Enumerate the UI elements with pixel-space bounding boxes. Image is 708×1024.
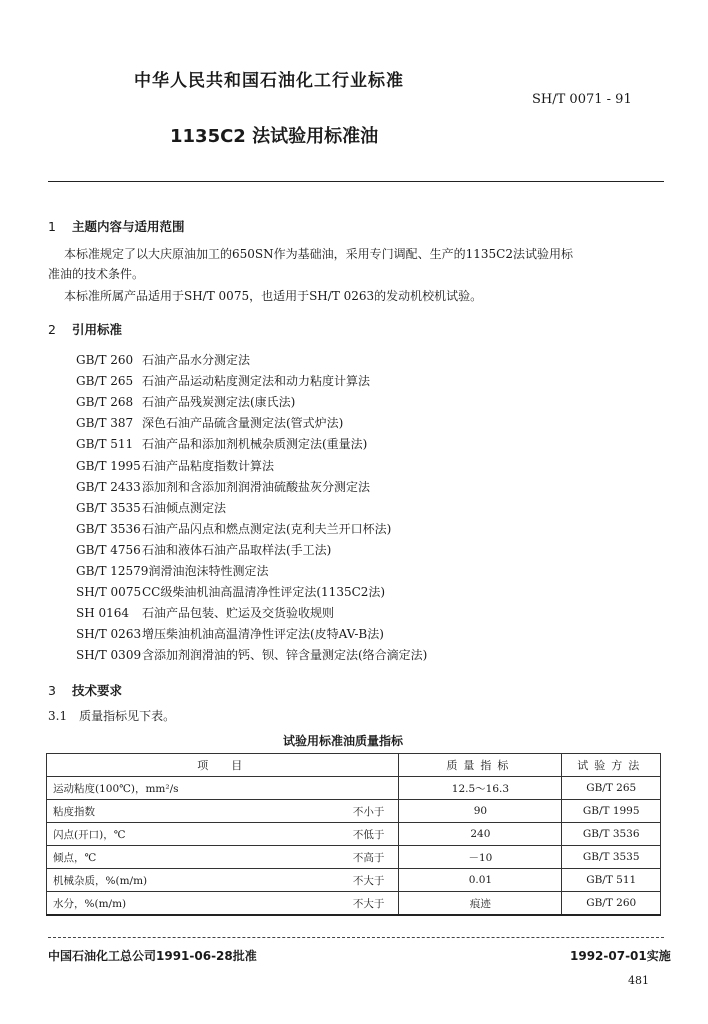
reference-code: SH/T 0075 [76, 585, 142, 600]
section-number: 3 [48, 683, 56, 698]
section-title: 技术要求 [72, 683, 123, 698]
reference-title: 增压柴油机油高温清净性评定法(皮特AV-B法) [142, 627, 384, 642]
reference-item [76, 583, 385, 600]
section-number: 1 [48, 219, 56, 234]
document-title: 1135C2 法试验用标准油 [170, 126, 379, 147]
cell-value: 12.5～16.3 [399, 777, 562, 800]
section-2-heading [48, 320, 122, 338]
cell-method: GB/T 260 [562, 892, 661, 916]
reference-code: GB/T 387 [76, 416, 134, 431]
table-title: 试验用标准油质量指标 [283, 734, 404, 748]
approval-line: 中国石油化工总公司1991-06-28批准 [48, 949, 257, 963]
cell-value: 90 [399, 800, 562, 823]
header-item: 项 目 [47, 754, 399, 777]
reference-item [76, 541, 331, 558]
quality-spec-table [46, 753, 661, 916]
cell-method: GB/T 1995 [562, 800, 661, 823]
cell-cond [323, 777, 399, 800]
table-row [47, 892, 661, 916]
reference-code: GB/T 3536 [76, 521, 141, 536]
header-value: 质量指标 [399, 754, 562, 777]
reference-code: SH/T 0263 [76, 627, 142, 642]
reference-code: GB/T 12579 [76, 564, 149, 578]
reference-code: GB/T 260 [76, 353, 134, 367]
reference-item [76, 414, 343, 431]
table-header-row [47, 754, 661, 777]
reference-item [76, 562, 268, 579]
reference-item [76, 351, 250, 368]
table-row [47, 800, 661, 823]
section-1-para-1-line-1: 本标准规定了以大庆原油加工的650SN作为基础油，采用专门调配、生产的1135C2法试验用标 [64, 247, 573, 261]
cell-value: 痕迹 [399, 892, 562, 916]
reference-code: GB/T 511 [76, 437, 134, 452]
cell-item: 水分，%(m/m) [47, 892, 324, 916]
header-rule [48, 181, 664, 182]
cell-method: GB/T 3535 [562, 846, 661, 869]
reference-code: GB/T 3535 [76, 500, 141, 515]
reference-title: 石油产品残炭测定法(康氏法) [142, 395, 296, 410]
cell-method: GB/T 511 [562, 869, 661, 892]
reference-title: CC级柴油机油高温清净性评定法(1135C2法) [142, 585, 386, 600]
cell-value: 0.01 [399, 869, 562, 892]
reference-title: 添加剂和含添加剂润滑油硫酸盐灰分测定法 [142, 479, 371, 494]
page-number: 481 [628, 974, 649, 987]
cell-item: 运动粘度(100℃)，mm²/s [47, 777, 324, 800]
reference-item [76, 646, 427, 663]
reference-code: GB/T 2433 [76, 479, 141, 494]
reference-title: 石油倾点测定法 [142, 500, 227, 515]
cell-method: GB/T 265 [562, 777, 661, 800]
section-title: 引用标准 [72, 322, 123, 337]
cell-item: 倾点，℃ [47, 846, 324, 869]
reference-item [76, 499, 226, 516]
reference-item [76, 372, 370, 389]
cell-cond: 不大于 [323, 892, 399, 916]
reference-code: GB/T 265 [76, 374, 134, 389]
reference-title: 深色石油产品硫含量测定法(管式炉法) [142, 416, 344, 431]
footer-rule [48, 937, 664, 938]
cell-method: GB/T 3536 [562, 823, 661, 846]
cell-value: 240 [399, 823, 562, 846]
section-1-para-2: 本标准所属产品适用于SH/T 0075，也适用于SH/T 0263的发动机校机试验。 [64, 289, 483, 303]
reference-item [76, 457, 274, 474]
cell-item: 闪点(开口)，℃ [47, 823, 324, 846]
reference-item [76, 625, 384, 642]
cell-item: 粘度指数 [47, 800, 324, 823]
clause-3-1: 3.1 质量指标见下表。 [48, 709, 176, 723]
reference-item [76, 478, 370, 495]
cell-cond: 不低于 [323, 823, 399, 846]
cell-cond: 不大于 [323, 869, 399, 892]
cell-cond: 不小于 [323, 800, 399, 823]
reference-code: SH/T 0309 [76, 648, 142, 663]
reference-title: 含添加剂润滑油的钙、钡、锌含量测定法(络合滴定法) [142, 648, 428, 663]
cell-cond: 不高于 [323, 846, 399, 869]
reference-code: GB/T 4756 [76, 542, 141, 557]
reference-item [76, 604, 334, 621]
standard-org-header: 中华人民共和国石油化工行业标准 [134, 71, 404, 91]
reference-code: GB/T 268 [76, 395, 134, 410]
table-row [47, 823, 661, 846]
reference-item [76, 435, 367, 452]
reference-title: 石油产品水分测定法 [142, 353, 251, 367]
standard-code: SH/T 0071 - 91 [532, 92, 632, 107]
cell-value: －10 [399, 846, 562, 869]
reference-title: 石油和液体石油产品取样法(手工法) [142, 542, 332, 557]
reference-title: 石油产品粘度指数计算法 [142, 458, 275, 473]
table-row [47, 777, 661, 800]
reference-title: 石油产品包装、贮运及交货验收规则 [142, 606, 335, 621]
reference-title: 石油产品运动粘度测定法和动力粘度计算法 [142, 374, 371, 389]
reference-item [76, 393, 295, 410]
reference-code: SH 0164 [76, 606, 130, 621]
cell-item: 机械杂质，%(m/m) [47, 869, 324, 892]
header-method: 试验方法 [562, 754, 661, 777]
section-number: 2 [48, 322, 56, 337]
reference-title: 石油产品和添加剂机械杂质测定法(重量法) [142, 437, 368, 452]
table-row [47, 869, 661, 892]
section-1-para-1-line-2: 准油的技术条件。 [48, 267, 145, 281]
reference-title: 石油产品闪点和燃点测定法(克利夫兰开口杯法) [142, 521, 392, 536]
reference-item [76, 520, 391, 537]
section-1-heading [48, 217, 185, 235]
implementation-date: 1992-07-01实施 [570, 949, 671, 963]
table-row [47, 846, 661, 869]
section-3-heading [48, 681, 122, 699]
reference-code: GB/T 1995 [76, 458, 141, 473]
reference-title: 润滑油泡沫特性测定法 [148, 564, 269, 578]
section-title: 主题内容与适用范围 [72, 219, 185, 234]
